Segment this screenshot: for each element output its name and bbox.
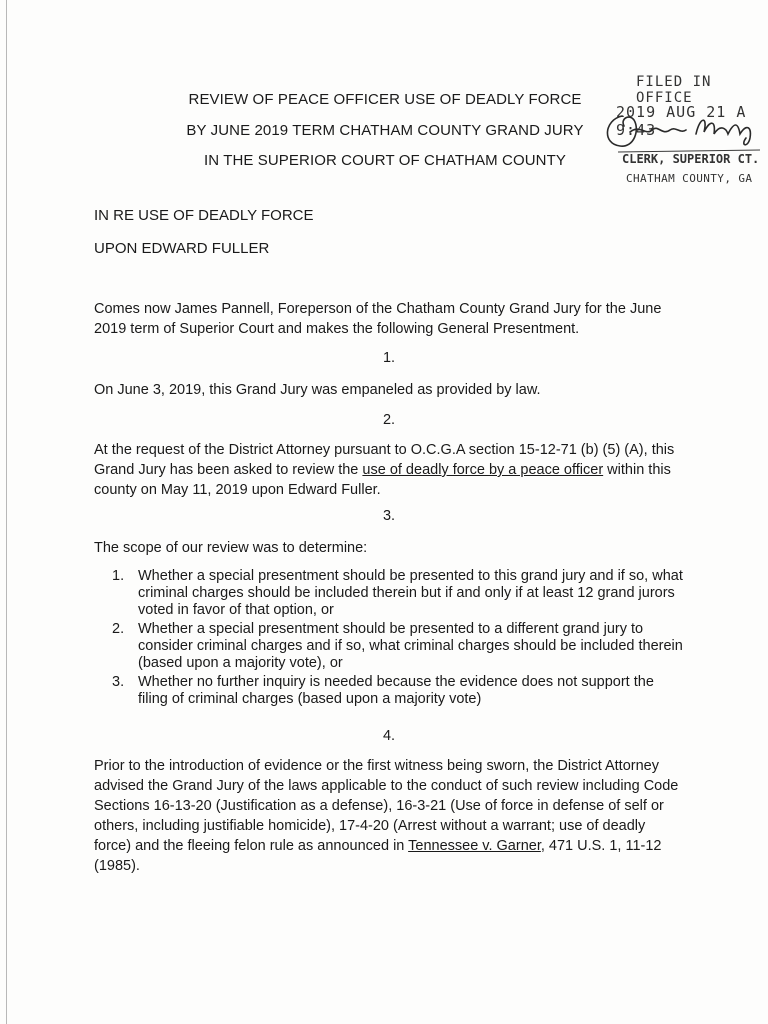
scope-item-text: Whether no further inquiry is needed because the evidence does not support the filing of criminal charges (based upon a majority vote) (138, 674, 654, 707)
stamp-county: CHATHAM COUNTY, GA (626, 172, 753, 185)
title-line-2: BY JUNE 2019 TERM CHATHAM COUNTY GRAND JURY (186, 122, 584, 139)
section-3-text: The scope of our review was to determine: (94, 540, 368, 556)
clerk-signature (600, 110, 768, 156)
stamp-clerk: CLERK, SUPERIOR CT. (622, 152, 760, 166)
section-number-2: 2. (382, 412, 396, 428)
scope-item (112, 568, 684, 619)
scope-item-text: Whether a special presentment should be presented to this grand jury and if so, what criminal charges should be included therein but if and only if at least 12 grand jurors voted in favor of that option, or (138, 568, 683, 618)
section-number-4: 4. (382, 728, 396, 744)
section-4-text-end: , 471 U.S. 1, 11-12 (1985). (94, 838, 662, 874)
in-re-line-2: UPON EDWARD FULLER (94, 240, 270, 257)
filing-stamp (600, 72, 768, 202)
section-2-text-start: At the request of the District Attorney pursuant to O.C.G.A section 15-12-71 (b) (5) (A), this Grand Jury has been asked to review the (94, 442, 675, 478)
section-2-underlined-phrase: use of deadly force by a peace officer (362, 462, 604, 478)
scope-item (112, 674, 684, 708)
scope-item-marker: 3. (112, 674, 125, 690)
scope-item-marker: 1. (112, 568, 125, 584)
section-number-3: 3. (382, 508, 396, 524)
case-citation-name: Tennessee v. Garner (408, 838, 541, 854)
title-line-1: REVIEW OF PEACE OFFICER USE OF DEADLY FORCE (188, 91, 582, 108)
scope-item-marker: 2. (112, 621, 125, 637)
stamp-filed-text: FILED IN OFFICE (636, 74, 712, 106)
in-re-line-1: IN RE USE OF DEADLY FORCE (94, 207, 314, 224)
scan-edge-line (6, 0, 7, 1024)
intro-paragraph: Comes now James Pannell, Foreperson of the Chatham County Grand Jury for the June 2019 term of Superior Court and makes the following General Presentment. (94, 301, 662, 337)
section-2-text-end: within this county on May 11, 2019 upon Edward Fuller. (94, 462, 671, 498)
section-4-text (94, 756, 684, 876)
section-number-1: 1. (382, 350, 396, 366)
section-1-text: On June 3, 2019, this Grand Jury was empaneled as provided by law. (94, 382, 541, 398)
scope-list (112, 568, 684, 710)
stamp-date: 2019 AUG 21 A 9:43 (616, 103, 747, 139)
title-line-3: IN THE SUPERIOR COURT OF CHATHAM COUNTY (204, 152, 566, 169)
scope-item (112, 621, 684, 672)
section-4-text-start: Prior to the introduction of evidence or the first witness being sworn, the District Attorney advised the Grand Jury of the laws applicable to the conduct of such review including Code Sections 16-13-20 (Justification as a defense), 16-3-21 (Use of force in defense of self or others, including justifiable homicide), 17-4-20 (Arrest without a warrant; use of deadly force) and the fleeing felon rule as announced in (94, 758, 679, 854)
section-2-text (94, 440, 684, 500)
scope-item-text: Whether a special presentment should be presented to a different grand jury to consider criminal charges and if so, what criminal charges should be included therein (based upon a majority vote), or (138, 621, 683, 671)
